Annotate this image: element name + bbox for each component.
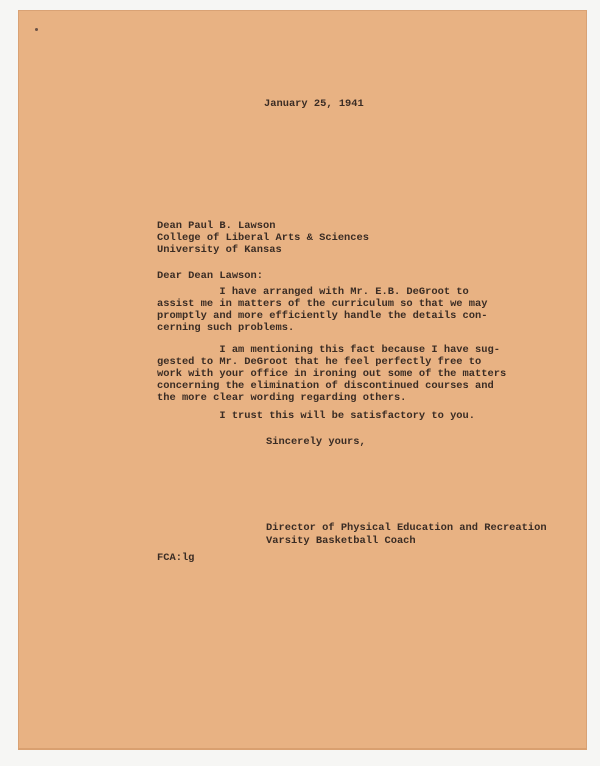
letter-page	[18, 10, 587, 750]
body-line: promptly and more efficiently handle the details con-	[157, 310, 488, 322]
body-line: cerning such problems.	[157, 322, 295, 334]
salutation: Dear Dean Lawson:	[157, 270, 264, 282]
recipient-line: Dean Paul B. Lawson	[157, 220, 276, 232]
complimentary-close: Sincerely yours,	[266, 436, 366, 448]
body-line: the more clear wording regarding others.	[157, 392, 407, 404]
body-line: concerning the elimination of discontinued courses and	[157, 380, 494, 392]
body-line: gested to Mr. DeGroot that he feel perfectly free to	[157, 356, 482, 368]
letter-date: January 25, 1941	[264, 98, 364, 110]
signature-title-line: Varsity Basketball Coach	[266, 535, 416, 547]
body-line: I have arranged with Mr. E.B. DeGroot to	[157, 286, 469, 298]
punch-mark	[35, 28, 38, 31]
body-line: assist me in matters of the curriculum so that we may	[157, 298, 488, 310]
recipient-line: University of Kansas	[157, 244, 282, 256]
body-line: I trust this will be satisfactory to you.	[157, 410, 476, 422]
body-line: I am mentioning this fact because I have sug-	[157, 344, 500, 356]
reference-initials: FCA:lg	[157, 552, 195, 564]
signature-title-line: Director of Physical Education and Recreation	[266, 522, 547, 534]
recipient-line: College of Liberal Arts & Sciences	[157, 232, 370, 244]
body-line: work with your office in ironing out some of the matters	[157, 368, 507, 380]
paper-bottom-edge	[18, 748, 587, 750]
